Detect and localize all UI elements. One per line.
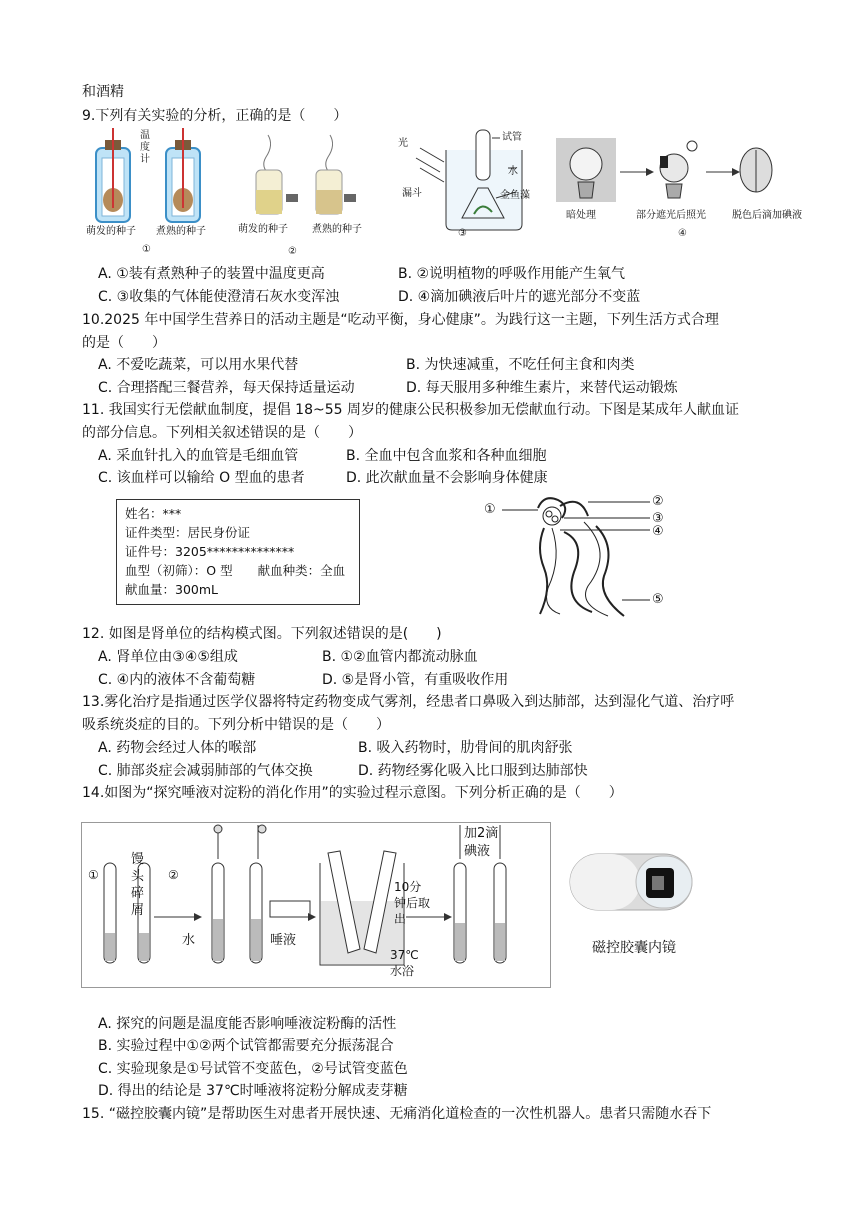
fig2-number: ② bbox=[288, 246, 297, 257]
q12-option-b: B. ①②血管内都流动脉血 bbox=[322, 649, 478, 665]
fig4-step3: 脱色后滴加碘液 bbox=[732, 210, 802, 221]
q14-option-c: C. 实验现象是①号试管不变蓝色，②号试管变蓝色 bbox=[98, 1061, 408, 1077]
fig3-tube: 试管 bbox=[502, 132, 522, 143]
fig4-step2: 部分遮光后照光 bbox=[636, 210, 706, 221]
q10-option-d: D. 每天服用多种维生素片，来替代运动锻炼 bbox=[406, 380, 678, 396]
fig-bath-temp: 37℃ bbox=[390, 948, 419, 962]
q14-option-d: D. 得出的结论是 37℃时唾液将淀粉分解成麦芽糖 bbox=[98, 1083, 408, 1099]
fig3-light: 光 bbox=[398, 138, 408, 149]
q11-option-c: C. 该血样可以输给 O 型血的患者 bbox=[98, 470, 305, 486]
nephron-label-1: ① bbox=[484, 502, 496, 517]
q13-option-b: B. 吸入药物时，肋骨间的肌肉舒张 bbox=[358, 740, 573, 756]
q10-option-a: A. 不爱吃蔬菜，可以用水果代替 bbox=[98, 357, 299, 373]
q13-option-d: D. 药物经雾化吸入比口服到达肺部快 bbox=[358, 763, 588, 779]
q13-stem-line1: 13.雾化治疗是指通过医学仪器将特定药物变成气雾剂，经患者口鼻吸入到达肺部，达到湿化气道、治疗呼 bbox=[82, 694, 735, 710]
fig4-number: ④ bbox=[678, 228, 687, 239]
q11-option-b: B. 全血中包含血浆和各种血细胞 bbox=[346, 448, 547, 464]
q11-option-a: A. 采血针扎入的血管是毛细血管 bbox=[98, 448, 299, 464]
nephron-label-4: ④ bbox=[652, 524, 664, 539]
blood-donation-card bbox=[116, 499, 360, 605]
fig-bath-label: 水浴 bbox=[390, 964, 415, 978]
card-volume: 献血量：300mL bbox=[125, 582, 218, 597]
thermometer-label: 温度计 bbox=[140, 130, 150, 165]
q10-option-c: C. 合理搭配三餐营养，每天保持适量运动 bbox=[98, 380, 355, 396]
q9-stem: 9.下列有关实验的分析，正确的是（ ） bbox=[82, 108, 348, 124]
card-blood-type: 血型（初筛）：O 型 献血种类：全血 bbox=[125, 563, 346, 578]
fig-bread-label: 馒头碎屑 bbox=[131, 852, 145, 918]
nephron-label-3: ③ bbox=[652, 511, 664, 526]
fig4-step1: 暗处理 bbox=[566, 210, 596, 221]
nephron-diagram bbox=[484, 492, 674, 626]
q11-option-d: D. 此次献血量不会影响身体健康 bbox=[346, 470, 548, 486]
fig3-water: 水 bbox=[508, 166, 518, 177]
fig2-caption-b: 煮熟的种子 bbox=[312, 224, 362, 235]
q12-option-a: A. 肾单位由③④⑤组成 bbox=[98, 649, 238, 665]
q9-option-c: C. ③收集的气体能使澄清石灰水变浑浊 bbox=[98, 289, 340, 305]
fig-iodine-label: 加2滴碘液 bbox=[464, 826, 499, 859]
q9-option-a: A. ①装有煮熟种子的装置中温度更高 bbox=[98, 266, 325, 282]
q14-option-a: A. 探究的问题是温度能否影响唾液淀粉酶的活性 bbox=[98, 1016, 397, 1032]
fig3-plant: 金鱼藻 bbox=[500, 190, 530, 201]
fig3-funnel: 漏斗 bbox=[402, 188, 422, 199]
q12-option-c: C. ④内的液体不含葡萄糖 bbox=[98, 672, 256, 688]
fig-saliva-label: 唾液 bbox=[270, 933, 297, 948]
q13-stem-line2: 吸系统炎症的目的。下列分析中错误的是（ ） bbox=[82, 717, 390, 733]
q9-option-d: D. ④滴加碘液后叶片的遮光部分不变蓝 bbox=[398, 289, 641, 305]
q10-stem-line2: 的是（ ） bbox=[82, 335, 166, 351]
q9-figure-2 bbox=[238, 130, 368, 257]
fig-tube-1-a: ① bbox=[88, 868, 99, 882]
card-id-number: 证件号：3205************** bbox=[125, 544, 295, 559]
q9-option-b: B. ②说明植物的呼吸作用能产生氧气 bbox=[398, 266, 626, 282]
card-name: 姓名：*** bbox=[125, 506, 182, 521]
nephron-label-2: ② bbox=[652, 494, 664, 509]
q11-stem-line1: 11. 我国实行无偿献血制度，提倡 18~55 周岁的健康公民积极参加无偿献血行动。下图是某成年人献血证 bbox=[82, 402, 739, 418]
q13-option-a: A. 药物会经过人体的喉部 bbox=[98, 740, 257, 756]
fig1-caption-a: 萌发的种子 bbox=[86, 226, 136, 237]
q15-stem: 15. “磁控胶囊内镜”是帮助医生对患者开展快速、无痛消化道检查的一次性机器人。患者只需随水吞下 bbox=[82, 1106, 712, 1122]
q13-option-c: C. 肺部炎症会减弱肺部的气体交换 bbox=[98, 763, 313, 779]
fig-tube-2-a: ② bbox=[168, 868, 179, 882]
fig-time-label: 10分钟后取出 bbox=[394, 880, 431, 926]
q9-figure-4 bbox=[556, 138, 826, 239]
q10-stem-line1: 10.2025 年中国学生营养日的活动主题是“吃动平衡，身心健康”。为践行这一主题，下列生活方式合理 bbox=[82, 312, 719, 328]
q12-option-d: D. ⑤是肾小管，有重吸收作用 bbox=[322, 672, 509, 688]
fig1-caption-b: 煮熟的种子 bbox=[156, 226, 206, 237]
fig3-number: ③ bbox=[458, 228, 467, 239]
q14-option-b: B. 实验过程中①②两个试管都需要充分振荡混合 bbox=[98, 1038, 394, 1054]
q9-figure-1 bbox=[86, 128, 226, 258]
q12-stem: 12. 如图是肾单位的结构模式图。下列叙述错误的是( ) bbox=[82, 626, 442, 642]
fig1-number: ① bbox=[142, 244, 151, 255]
q14-stem: 14.如图为“探究唾液对淀粉的消化作用”的实验过程示意图。下列分析正确的是（ ） bbox=[82, 785, 623, 801]
card-id-type: 证件类型：居民身份证 bbox=[125, 525, 251, 540]
q10-option-b: B. 为快速减重，不吃任何主食和肉类 bbox=[406, 357, 635, 373]
fig-water-label: 水 bbox=[182, 933, 196, 948]
q11-stem-line2: 的部分信息。下列相关叙述错误的是（ ） bbox=[82, 425, 362, 441]
intro-fragment: 和酒精 bbox=[82, 84, 124, 100]
q9-figure-3 bbox=[396, 128, 546, 238]
fig2-caption-a: 萌发的种子 bbox=[238, 224, 288, 235]
capsule-caption: 磁控胶囊内镜 bbox=[592, 940, 676, 956]
nephron-label-5: ⑤ bbox=[652, 592, 664, 607]
capsule-endoscope-image bbox=[566, 826, 696, 956]
q14-experiment-figure bbox=[81, 822, 551, 988]
